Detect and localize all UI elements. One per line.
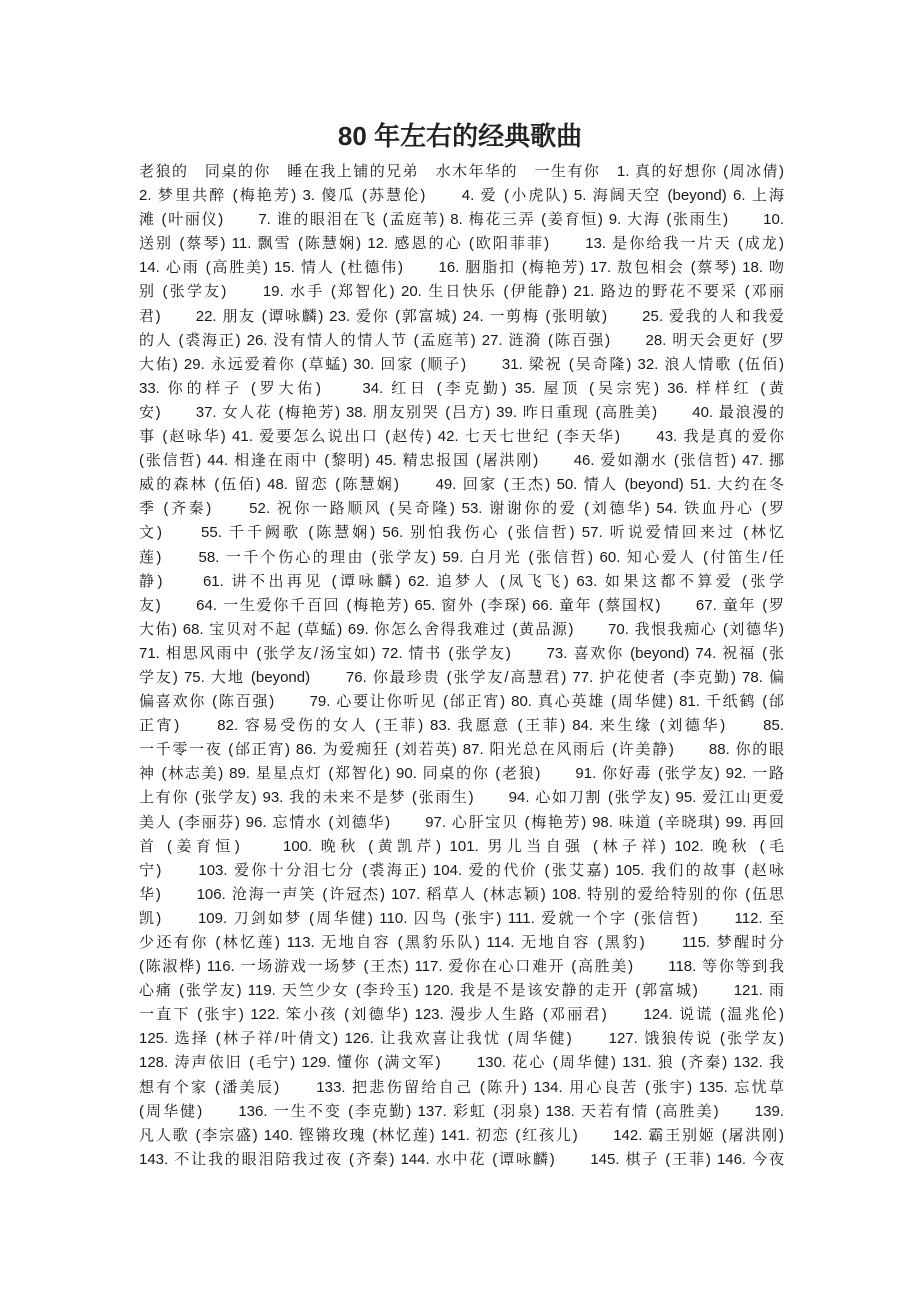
text-line: 2. 梦里共醉 (梅艳芳) 3. 傻瓜 (苏慧伦) 4. 爱 (小虎队) 5. 海阔天空 (beyond) 6. 上海 xyxy=(139,187,784,205)
text-line: 事 (赵咏华) 41. 爱要怎么说出口 (赵传) 42. 七天七世纪 (李天华) 43. 我是真的爱你 xyxy=(139,428,784,446)
text-line: 凯) 109. 刀剑如梦 (周华健) 110. 囚鸟 (张宇) 111. 爱就一个字 (张信哲) 112. 至 xyxy=(139,909,784,927)
text-line: 别 (张学友) 19. 水手 (郑智化) 20. 生日快乐 (伊能静) 21. 路边的野花不要采 (邓丽 xyxy=(139,283,784,301)
text-line: 125. 选择 (林子祥/叶倩文) 126. 让我欢喜让我忧 (周华健) 127. 饿狼传说 (张学友) xyxy=(139,1030,784,1048)
text-line: 文) 55. 千千阙歌 (陈慧娴) 56. 别怕我伤心 (张信哲) 57. 听说爱情回来过 (林忆 xyxy=(139,524,784,542)
text-line: 美人 (李丽芬) 96. 忘情水 (刘德华) 97. 心肝宝贝 (梅艳芳) 98. 味道 (辛晓琪) 99. 再回 xyxy=(139,813,784,831)
text-line: 季 (齐秦) 52. 祝你一路顺风 (吴奇隆) 53. 谢谢你的爱 (刘德华) 54. 铁血丹心 (罗 xyxy=(139,500,784,518)
text-line: 安) 37. 女人花 (梅艳芳) 38. 朋友别哭 (吕方) 39. 昨日重现 (高胜美) 40. 最浪漫的 xyxy=(139,403,784,421)
text-line: 一直下 (张宇) 122. 笨小孩 (刘德华) 123. 漫步人生路 (邓丽君) 124. 说谎 (温兆伦) xyxy=(139,1006,784,1024)
text-line: 的人 (裘海正) 26. 没有情人的情人节 (孟庭苇) 27. 涟漪 (陈百强) 28. 明天会更好 (罗 xyxy=(139,331,784,349)
text-line: 71. 相思风雨中 (张学友/汤宝如) 72. 情书 (张学友) 73. 喜欢你 (beyond) 74. 祝福 (张 xyxy=(139,644,784,662)
text-line: 静) 61. 讲不出再见 (谭咏麟) 62. 追梦人 (凤飞飞) 63. 如果这都不算爱 (张学 xyxy=(139,572,784,590)
text-line: 正宵) 82. 容易受伤的女人 (王菲) 83. 我愿意 (王菲) 84. 来生缘 (刘德华) 85. xyxy=(139,717,784,735)
text-line: 首 (姜育恒) 100. 晚秋 (黄凯芹) 101. 男儿当自强 (林子祥) 102. 晚秋 (毛 xyxy=(139,837,784,855)
text-line: 老狼的 同桌的你 睡在我上铺的兄弟 水木年华的 一生有你 1. 真的好想你 (周冰倩) xyxy=(139,163,784,180)
text-line: 上有你 (张学友) 93. 我的未来不是梦 (张雨生) 94. 心如刀割 (张学友) 95. 爱江山更爱 xyxy=(139,789,784,807)
text-line: 威的森林 (伍佰) 48. 留恋 (陈慧娴) 49. 回家 (王杰) 50. 情人 (beyond) 51. 大约在冬 xyxy=(139,476,784,494)
text-line: 神 (林志美) 89. 星星点灯 (郑智化) 90. 同桌的你 (老狼) 91. 你好毒 (张学友) 92. 一路 xyxy=(139,765,784,783)
text-line: 君) 22. 朋友 (谭咏麟) 23. 爱你 (郭富城) 24. 一剪梅 (张明敏) 25. 爱我的人和我爱 xyxy=(139,307,784,325)
text-line: 莲) 58. 一千个伤心的理由 (张学友) 59. 白月光 (张信哲) 60. 知心爱人 (付笛生/任 xyxy=(139,548,784,566)
text-line: 想有个家 (潘美辰) 133. 把悲伤留给自己 (陈升) 134. 用心良苦 (张宇) 135. 忘忧草 xyxy=(139,1078,784,1096)
document-title: 80 年左右的经典歌曲 xyxy=(337,121,583,151)
text-line: 学友) 75. 大地 (beyond) 76. 你最珍贵 (张学友/高慧君) 77. 护花使者 (李克勤) 78. 偏 xyxy=(139,668,784,686)
text-line: 华) 106. 沧海一声笑 (许冠杰) 107. 稻草人 (林志颖) 108. 特别的爱给特别的你 (伍思 xyxy=(139,885,784,903)
text-line: 128. 涛声依旧 (毛宁) 129. 懂你 (满文军) 130. 花心 (周华健) 131. 狼 (齐秦) 132. 我 xyxy=(139,1054,784,1072)
text-line: 大佑) 29. 永远爱着你 (草蜢) 30. 回家 (顺子) 31. 梁祝 (吴奇隆) 32. 浪人情歌 (伍佰) xyxy=(139,355,784,373)
text-line: 心痛 (张学友) 119. 天竺少女 (李玲玉) 120. 我是不是该安静的走开 (郭富城) 121. 雨 xyxy=(139,982,784,1000)
text-line: 宁) 103. 爱你十分泪七分 (裘海正) 104. 爱的代价 (张艾嘉) 105. 我们的故事 (赵咏 xyxy=(139,861,784,879)
document-body xyxy=(139,160,784,1172)
text-line: (张信哲) 44. 相逢在雨中 (黎明) 45. 精忠报国 (屠洪刚) 46. 爱如潮水 (张信哲) 47. 挪 xyxy=(139,452,784,470)
text-line: (陈淑桦) 116. 一场游戏一场梦 (王杰) 117. 爱你在心口难开 (高胜美) 118. 等你等到我 xyxy=(139,958,784,976)
text-line: 143. 不让我的眼泪陪我过夜 (齐秦) 144. 水中花 (谭咏麟) 145. 棋子 (王菲) 146. 今夜 xyxy=(139,1150,784,1168)
text-line: 33. 你的样子 (罗大佑) 34. 红日 (李克勤) 35. 屋顶 (吴宗宪) 36. 样样红 (黄 xyxy=(139,379,784,397)
text-line: 滩 (叶丽仪) 7. 谁的眼泪在飞 (孟庭苇) 8. 梅花三弄 (姜育恒) 9. 大海 (张雨生) 10. xyxy=(139,211,784,229)
text-line: 友) 64. 一生爱你千百回 (梅艳芳) 65. 窗外 (李琛) 66. 童年 (蔡国权) 67. 童年 (罗 xyxy=(139,596,784,614)
text-line: 一千零一夜 (邰正宵) 86. 为爱痴狂 (刘若英) 87. 阳光总在风雨后 (许美静) 88. 你的眼 xyxy=(139,741,784,759)
text-line: (周华健) 136. 一生不变 (李克勤) 137. 彩虹 (羽泉) 138. 天若有情 (高胜美) 139. xyxy=(139,1102,784,1120)
text-line: 大佑) 68. 宝贝对不起 (草蜢) 69. 你怎么舍得我难过 (黄品源) 70. 我恨我痴心 (刘德华) xyxy=(139,620,784,638)
text-line: 送别 (蔡琴) 11. 飘雪 (陈慧娴) 12. 感恩的心 (欧阳菲菲) 13. 是你给我一片天 (成龙) xyxy=(139,235,784,253)
text-line: 偏喜欢你 (陈百强) 79. 心要让你听见 (邰正宵) 80. 真心英雄 (周华健) 81. 千纸鹤 (邰 xyxy=(139,693,784,711)
text-line: 凡人歌 (李宗盛) 140. 铿锵玫瑰 (林忆莲) 141. 初恋 (红孩儿) 142. 霸王别姬 (屠洪刚) xyxy=(139,1126,784,1144)
text-line: 少还有你 (林忆莲) 113. 无地自容 (黑豹乐队) 114. 无地自容 (黑豹) 115. 梦醒时分 xyxy=(139,934,784,951)
text-line: 14. 心雨 (高胜美) 15. 情人 (杜德伟) 16. 胭脂扣 (梅艳芳) 17. 敖包相会 (蔡琴) 18. 吻 xyxy=(139,259,784,277)
